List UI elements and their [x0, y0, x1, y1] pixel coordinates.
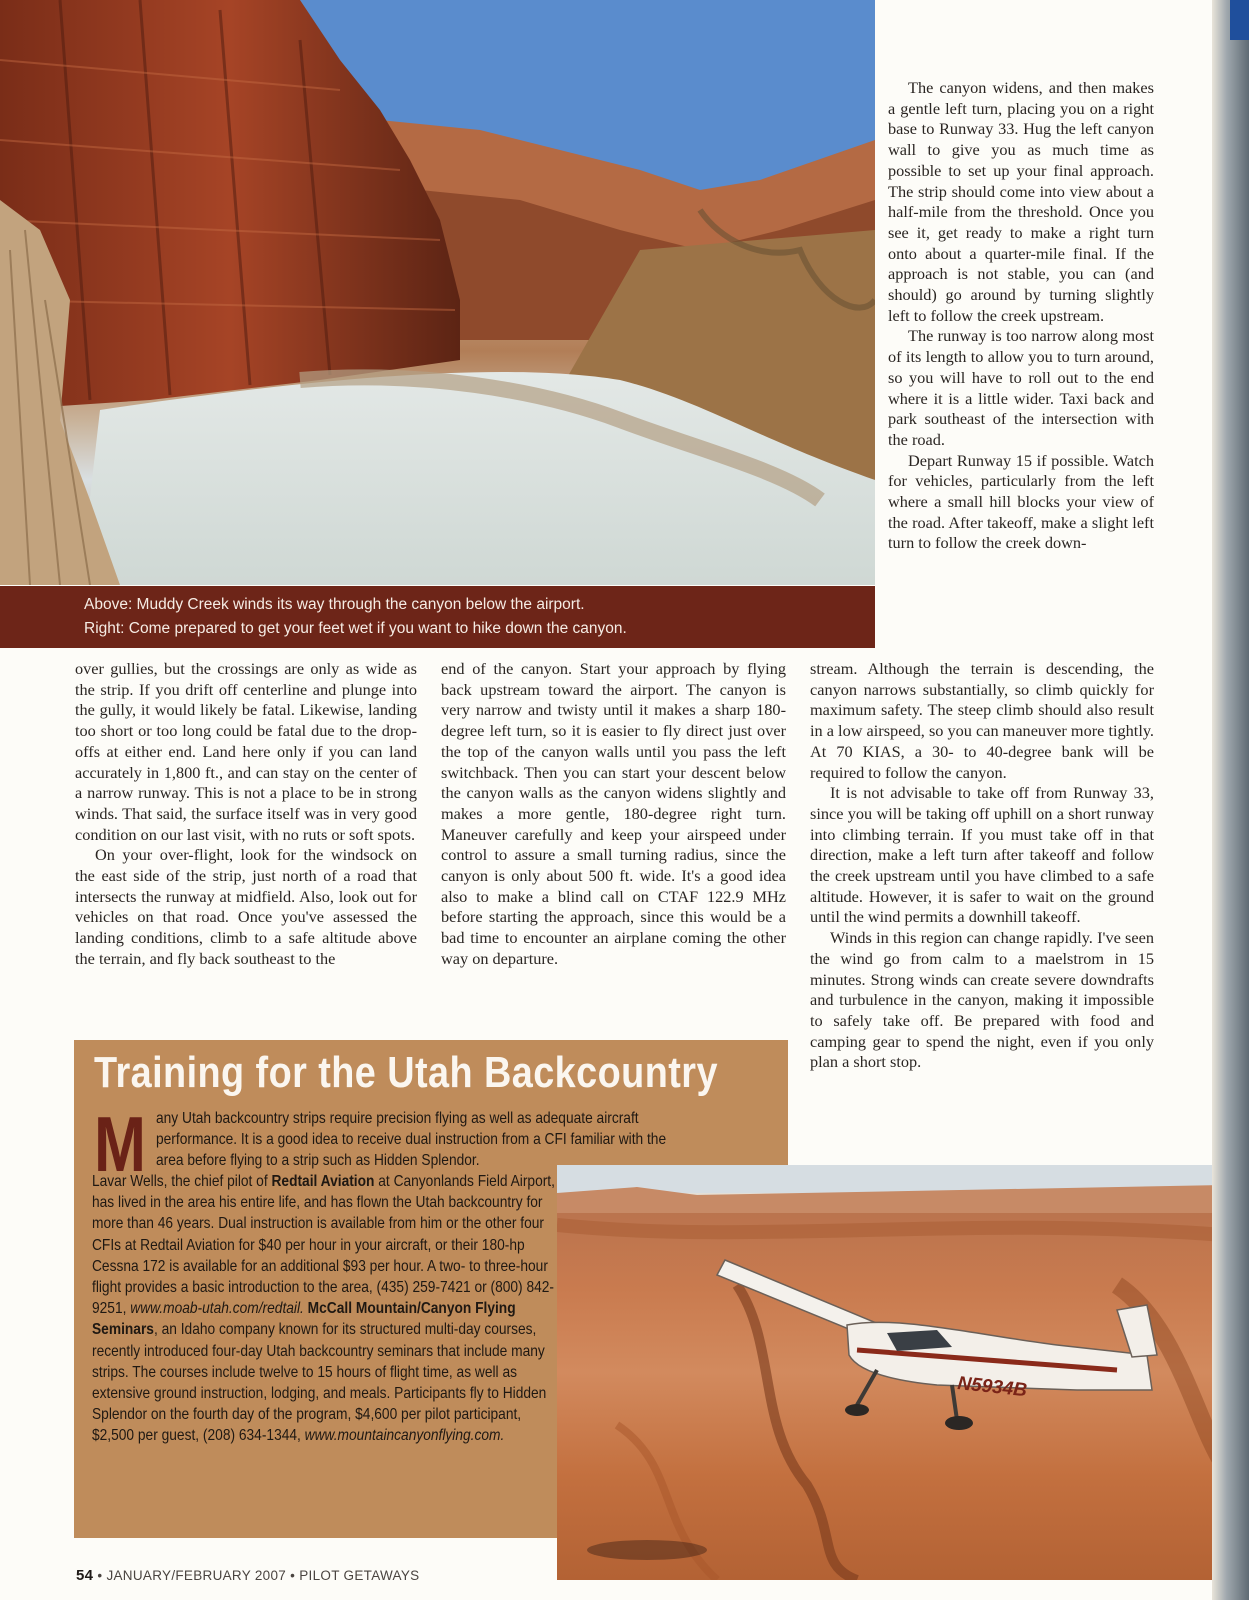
- body-column-1: [75, 659, 417, 970]
- body-column-2: [441, 659, 786, 970]
- sidebar-lead-line-2: performance. It is a good idea to receive dual instruction from a CFI familiar with the: [156, 1131, 667, 1149]
- canyon-photo-art: [0, 0, 875, 585]
- plane-registration: N5934B: [956, 1373, 1029, 1402]
- caption-line-1: Above: Muddy Creek winds its way through the canyon below the airport.: [84, 596, 585, 613]
- sidebar-body: [92, 1171, 561, 1447]
- redtail-aviation-name: Redtail Aviation: [271, 1173, 375, 1190]
- plane-shadow: [587, 1540, 707, 1560]
- mccall-seminars-name: McCall Mountain/Canyon Flying Seminars: [92, 1300, 516, 1339]
- sidebar-lead-line-3: area before flying to a strip such as Hidden Splendor.: [156, 1152, 480, 1170]
- photo-caption: [0, 586, 875, 648]
- footer-bullet-2: •: [290, 1568, 296, 1583]
- airplane-photo: [557, 1165, 1224, 1580]
- page-number: 54: [76, 1567, 94, 1584]
- airplane-photo-art: [557, 1165, 1224, 1580]
- mccall-url-link[interactable]: www.mountaincanyonflying.com.: [304, 1427, 505, 1445]
- right-paragraph-1: The canyon widens, and then makes a gentle left turn, placing you on a right base to Runway 33. Hug the left canyon wall to give you as much time as possible to set up your final approach. The strip should come into view about a half-mile from the threshold. Once you see it, get ready to make a right turn onto about a quarter-mile final. If the approach is not stable, you can (and should) go around by turning slightly left to follow the creek upstream.: [888, 78, 1154, 325]
- sidebar-text-b: , an Idaho company known for its structured multi-day courses, recently introduced four-day Utah backcountry seminars that include many strips. The courses include twelve to 15 hours of flight time, as well as extensive ground instruction, lodging, and meals. Participants fly to Hidden Splendor on the fourth day of the program, $4,600 per pilot participant, $2,500 per guest, (208) 634-1344,: [92, 1321, 547, 1445]
- redtail-url-link[interactable]: www.moab-utah.com/redtail.: [130, 1300, 304, 1318]
- canyon-photo: [0, 0, 875, 585]
- sidebar-title: Training for the Utah Backcountry: [94, 1048, 718, 1097]
- right-paragraph-3-cont: stream. Although the terrain is descending, the canyon narrows substantially, so climb quickly for maximum safety. The steep climb should also result in a low airspeed, so you can maneuver more tightly. At 70 KIAS, a 30- to 40-degree bank will be required to follow the canyon.: [810, 659, 1154, 782]
- drop-cap: M: [94, 1100, 146, 1188]
- right-paragraph-2: The runway is too narrow along most of its length to allow you to turn around, so you will have to roll out to the end where it is a little wider. Taxi back and park southeast of the intersection with the road.: [888, 326, 1154, 449]
- page-gutter-edge: [1212, 0, 1249, 1600]
- sidebar-text-a1: Lavar Wells, the chief pilot of: [92, 1173, 272, 1190]
- caption-line-2: Right: Come prepared to get your feet wet if you want to hike down the canyon.: [84, 620, 627, 637]
- right-column-wide: [810, 659, 1154, 1073]
- cessna-airplane: [717, 1260, 1157, 1430]
- sidebar-lead-line-1: any Utah backcountry strips require precision flying as well as adequate aircraft: [156, 1110, 639, 1127]
- right-paragraph-3: Depart Runway 15 if possible. Watch for vehicles, particularly from the left where a small hill blocks your view of the road. After takeoff, make a slight left turn to follow the creek down-: [888, 450, 1154, 553]
- sidebar-text-a2: at Canyonlands Field Airport, has lived in the area his entire life, and has flown the Utah backcountry for more than 46 years. Dual instruction is available from him or the other four CFIs at Redtail Aviation for $40 per hour in your aircraft, or their 180-hp Cessna 172 is available for an additional $93 per hour. A two- to three-hour flight provides a basic introduction to the area, (435) 259-7421 or (800) 842-9251,: [92, 1173, 555, 1318]
- issue-date: JANUARY/FEBRUARY 2007: [106, 1568, 287, 1583]
- page-edge-tab: [1230, 0, 1249, 40]
- right-paragraph-5: Winds in this region can change rapidly. I've seen the wind go from calm to a maelstrom in 15 minutes. Strong winds can create severe downdrafts and turbulence in the canyon, making it impossible to safely take off. Be prepared with food and camping gear to spend the night, even if you only plan a short stop.: [810, 928, 1154, 1072]
- footer-bullet-1: •: [97, 1568, 103, 1583]
- col1-paragraph-1: over gullies, but the crossings are only as wide as the strip. If you drift off centerline and plunge into the gully, it would likely be fatal. Likewise, landing too short or too long could be fatal due to the drop-offs at either end. Land here only if you can land accurately in 1,800 ft., and can stay on the center of a narrow runway. This is not a place to be in strong winds. That said, the surface itself was in very good condition on our last visit, with no ruts or soft spots.: [75, 659, 417, 844]
- right-column: [888, 78, 1154, 554]
- right-paragraph-4: It is not advisable to take off from Runway 33, since you will be taking off uphill on a short runway into climbing terrain. If you must take off in that direction, make a left turn after takeoff and follow the creek upstream until you have climbed to a safe altitude. However, it is safer to wait on the ground until the wind permits a downhill takeoff.: [810, 783, 1154, 927]
- magazine-name: PILOT GETAWAYS: [299, 1568, 420, 1583]
- sidebar-lead: [156, 1108, 782, 1172]
- col1-paragraph-2: On your over-flight, look for the windsock on the east side of the strip, just north of a road that intersects the runway at midfield. Also, look out for vehicles on that road. Once you've assessed the landing conditions, climb to a safe altitude above the terrain, and fly back southeast to the: [75, 845, 417, 968]
- col2-paragraph-1: end of the canyon. Start your approach by flying back upstream toward the airport. The canyon is very narrow and twisty until it makes a sharp 180-degree left turn, so it is easier to fly direct just over the top of the canyon walls until you pass the left switchback. Then you can start your descent below the canyon walls as the canyon widens slightly and makes a more gentle, 180-degree right turn. Maneuver carefully and keep your airspeed under control to assure a small turning radius, since the canyon is only about 500 ft. wide. It's a good idea also to make a blind call on CTAF 122.9 MHz before starting the approach, since this would be a bad time to encounter an airplane coming the other way on departure.: [441, 659, 786, 968]
- page-footer: [76, 1567, 419, 1584]
